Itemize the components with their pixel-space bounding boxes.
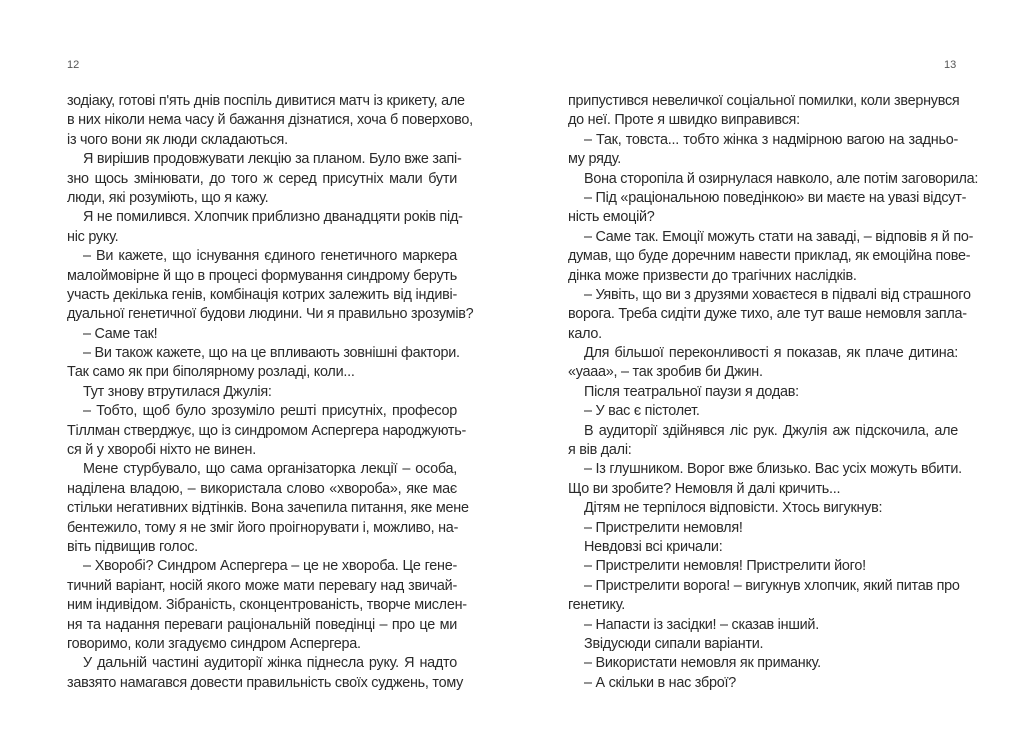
text-line: бентежило, тому я не зміг його проігнорувати і, можливо, на-: [67, 519, 459, 536]
text-line: Після театральної паузи я додав:: [584, 383, 799, 400]
text-line: тичний варіант, носій якого може мати перевагу над звичай-: [67, 577, 457, 594]
left-page-text: [67, 92, 474, 693]
text-line: наділена владою, – використала слово «хвороба», яке має: [67, 480, 457, 497]
text-line: Невдовзі всі кричали:: [584, 538, 723, 555]
text-line: люди, які розуміють, що я кажу.: [67, 189, 269, 206]
text-line: Я не помилився. Хлопчик приблизно дванадцяти років під-: [83, 209, 463, 226]
text-line: припустився невеличкої соціальної помилки, коли звернувся: [568, 93, 960, 109]
text-line: ня та надання переваги раціональній поведінці – про це ми: [67, 616, 457, 633]
text-line: дінка може призвести до трагічних наслідків.: [568, 267, 857, 284]
text-line: ним індивідом. Зібраність, сконцентрованість, творче мислен-: [67, 597, 467, 614]
text-line: зно щось змінювати, до того ж серед присутніх мали бути: [67, 170, 457, 187]
text-line: Для більшої переконливості я показав, як плаче дитина:: [584, 345, 958, 362]
text-line: – Використати немовля як приманку.: [584, 655, 821, 672]
text-line: я вів далі:: [568, 442, 632, 459]
text-line: ність емоцій?: [568, 209, 655, 226]
text-line: Тут знову втрутилася Джулія:: [83, 383, 272, 400]
text-line: – Ви кажете, що існування єдиного генетичного маркера: [83, 248, 457, 265]
text-line: малоймовірне й що в процесі формування синдрому беруть: [67, 267, 457, 284]
text-line: – Саме так. Емоції можуть стати на заваді, – відповів я й по-: [584, 228, 974, 245]
text-line: – Пристрелити немовля!: [584, 519, 743, 536]
text-line: – Ви також кажете, що на це впливають зовнішні фактори.: [83, 345, 460, 362]
text-line: Звідусюди сипали варіанти.: [584, 635, 764, 652]
text-line: кало.: [568, 325, 602, 342]
right-page-text: [568, 92, 979, 693]
text-line: – У вас є пістолет.: [584, 403, 700, 420]
text-line: говоримо, коли згадуємо синдром Аспергера.: [67, 635, 361, 652]
text-line: – Пристрелити немовля! Пристрелити його!: [584, 558, 866, 575]
text-line: – Хворобі? Синдром Аспергера – це не хвороба. Це гене-: [83, 558, 457, 575]
text-line: У дальній частині аудиторії жінка піднесла руку. Я надто: [83, 655, 457, 672]
page-number-right: 13: [944, 59, 957, 71]
text-line: ся й у хворобі ніхто не винен.: [67, 442, 256, 459]
text-line: думав, що буде доречним навести приклад, як емоційна пове-: [568, 248, 971, 265]
text-line: Тіллман стверджує, що із синдромом Аспергера народжують-: [67, 422, 467, 439]
text-line: «уааа», – так зробив би Джин.: [568, 364, 763, 381]
text-line: Вона сторопіла й озирнулася навколо, але потім заговорила:: [584, 170, 979, 187]
text-line: Так само як при біполярному розладі, коли...: [67, 364, 355, 381]
text-line: Що ви зробите? Немовля й далі кричить...: [568, 480, 841, 497]
text-line: – Із глушником. Ворог вже близько. Вас усіх можуть вбити.: [584, 461, 962, 478]
text-line: – А скільки в нас зброї?: [584, 674, 736, 691]
text-line: – Пристрелити ворога! – вигукнув хлопчик, який питав про: [584, 577, 960, 594]
text-line: участь декілька генів, комбінація котрих залежить від індиві-: [67, 286, 457, 303]
page-number-left: 12: [67, 59, 80, 71]
text-line: дуальної генетичної будови людини. Чи я правильно зрозумів?: [67, 306, 474, 323]
text-line: – Напасти із засідки! – сказав інший.: [584, 616, 819, 633]
text-line: Дітям не терпілося відповісти. Хтось вигукнув:: [584, 500, 883, 517]
text-line: зодіаку, готові п'ять днів поспіль дивитися матч із крикету, але: [67, 93, 465, 109]
text-line: Я вирішив продовжувати лекцію за планом. Було вже запі-: [83, 151, 462, 168]
text-line: ворога. Треба сидіти дуже тихо, але тут ваше немовля запла-: [568, 306, 967, 323]
text-line: ніс руку.: [67, 228, 119, 245]
text-line: – Уявіть, що ви з друзями ховаєтеся в підвалі від страшного: [584, 286, 971, 303]
text-line: – Тобто, щоб було зрозуміло решті присутніх, професор: [83, 403, 457, 420]
text-line: Мене стурбувало, що сама організаторка лекції – особа,: [83, 461, 457, 478]
text-line: му ряду.: [568, 151, 622, 168]
text-line: В аудиторії здійнявся ліс рук. Джулія аж підскочила, але: [584, 422, 958, 439]
text-line: із чого вони як люди складаються.: [67, 131, 288, 148]
text-line: генетику.: [568, 597, 625, 614]
text-line: віть підвищив голос.: [67, 538, 198, 555]
text-line: в них ніколи нема часу й бажання дізнатися, хоча б поверхово,: [67, 112, 473, 129]
text-line: – Під «раціональною поведінкою» ви маєте на увазі відсут-: [584, 189, 967, 206]
text-line: завзято намагався довести правильність своїх суджень, тому: [67, 674, 464, 691]
text-line: – Так, товста... тобто жінка з надмірною вагою на задньо-: [584, 131, 958, 148]
text-line: – Саме так!: [83, 325, 158, 342]
text-line: до неї. Проте я швидко виправився:: [568, 112, 800, 129]
text-line: стільки негативних відтінків. Вона зачепила питання, яке мене: [67, 500, 469, 517]
